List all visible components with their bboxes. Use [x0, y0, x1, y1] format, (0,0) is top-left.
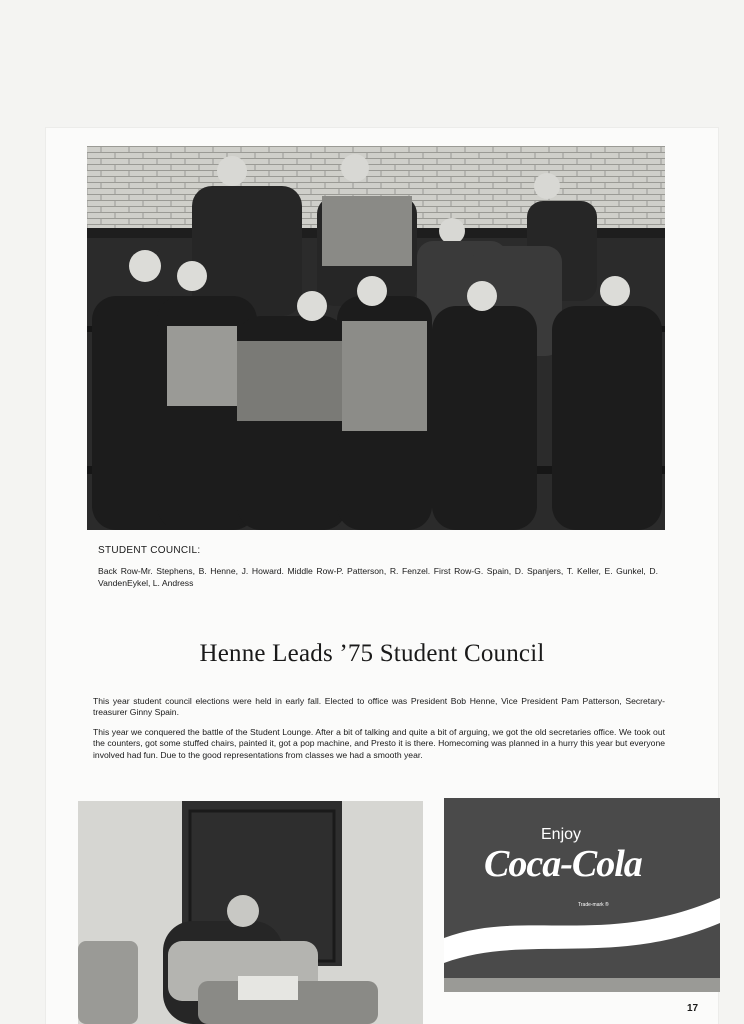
student-lounge-photo	[78, 801, 423, 1024]
page-number: 17	[687, 1003, 699, 1014]
lounge-photo-illustration	[78, 801, 423, 1024]
photo-caption-names: Back Row-Mr. Stephens, B. Henne, J. Howard. Middle Row-P. Patterson, R. Fenzel. First Row-G. Spain, D. Spanjers, T. Keller, E. Gunkel, D. VandenEykel, L. Andress	[98, 566, 658, 588]
article-paragraph: This year we conquered the battle of the Student Lounge. After a bit of talking and quite a bit of arguing, we got the old secretaries office. We took out the counters, got some stuffed chairs, painted it, got a pop machine, and Presto it is there. Homecoming was planned in a hurry this year but everyone involved had fun. Due to the good representations from classes we had a smooth year.	[93, 726, 665, 760]
student-council-group-photo	[87, 146, 665, 530]
coca-cola-logo-text: Coca-Cola	[484, 843, 642, 885]
article-headline: Henne Leads ’75 Student Council	[199, 640, 545, 667]
coca-cola-sign-photo	[444, 798, 720, 992]
group-photo-illustration	[87, 146, 665, 530]
article-paragraph: This year student council elections were held in early fall. Elected to office was President Bob Henne, Vice President Pam Patterson, Secretary-treasurer Ginny Spain.	[93, 696, 665, 718]
coca-cola-trademark: Trade-mark ®	[578, 902, 609, 908]
photo-caption-title: STUDENT COUNCIL:	[98, 545, 201, 556]
coca-cola-wave	[444, 798, 720, 992]
coca-cola-enjoy-text: Enjoy	[541, 826, 582, 843]
article-body	[93, 696, 665, 769]
